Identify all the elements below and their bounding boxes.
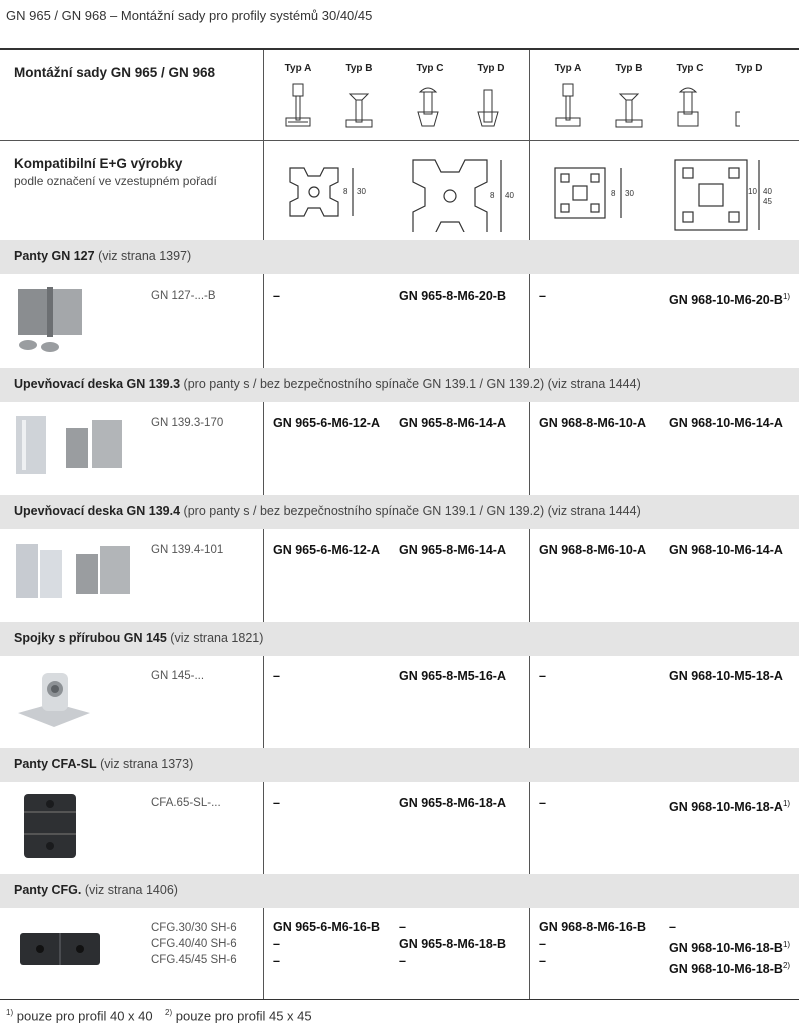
kit-code: GN 968-10-M6-18-B [669, 941, 783, 956]
kit-cell [669, 288, 790, 309]
section-note: (viz strana 1821) [166, 631, 264, 645]
typ-label: Typ D [477, 63, 505, 74]
dim-label: 8 [490, 191, 495, 200]
section-header [0, 874, 799, 908]
profile-sections-icon [285, 154, 785, 232]
typ-label: Typ C [676, 63, 704, 74]
kit-cell-list [399, 919, 506, 970]
product-code: CFG.30/30 SH-6 [151, 922, 237, 934]
hinge-black-icon [18, 790, 88, 864]
section-title: Panty CFG. [14, 883, 82, 897]
footnote-mark: 1) [782, 799, 791, 808]
section-header [0, 495, 799, 529]
kit-cell: GN 968-10-M6-14-A [669, 416, 783, 430]
typ-label: Typ B [615, 63, 643, 74]
table-title: Montážní sady GN 965 / GN 968 [14, 65, 216, 80]
product-code: GN 145-... [151, 670, 205, 682]
mounting-plate-icon [14, 536, 134, 606]
kit-cell: GN 968-8-M6-10-A [539, 416, 646, 430]
screw-types-icon [280, 82, 740, 134]
product-code: GN 139.3-170 [151, 417, 224, 429]
footnote-mark: 1) [782, 940, 791, 949]
section-header [0, 368, 799, 402]
kit-cell: GN 965-8-M6-14-A [399, 416, 506, 430]
hinge-flat-icon [18, 925, 104, 975]
dim-label: 30 [357, 187, 366, 196]
section-title: Panty CFA-SL [14, 757, 97, 771]
section-title: Upevňovací deska GN 139.3 [14, 377, 181, 391]
kit-cell: – [539, 669, 546, 683]
section-title: Panty GN 127 [14, 249, 95, 263]
compatibility-table [0, 48, 799, 1000]
section-header [0, 240, 799, 274]
kit-cell [669, 795, 790, 816]
page-title: GN 965 / GN 968 – Montážní sady pro profily systémů 30/40/45 [6, 8, 373, 23]
flange-connector-icon [14, 663, 94, 733]
kit-code: GN 968-10-M6-18-B [669, 962, 783, 977]
compat-title: Kompatibilní E+G výrobky [14, 156, 183, 171]
typ-label: Typ B [345, 63, 373, 74]
section-title: Upevňovací deska GN 139.4 [14, 504, 181, 518]
section-title: Spojky s přírubou GN 145 [14, 631, 167, 645]
hinge-metal-icon [14, 285, 94, 357]
footnote-text: pouze pro profil 40 x 40 [13, 1008, 153, 1024]
product-code-list [151, 920, 237, 968]
section-note: (viz strana 1373) [96, 757, 194, 771]
section-header [0, 622, 799, 656]
kit-code: – [669, 920, 676, 934]
section-note: (pro panty s / bez bezpečnostního spínače GN 139.1 / GN 139.2) (viz strana 1444) [180, 377, 641, 391]
kit-cell: GN 965-8-M5-16-A [399, 669, 506, 683]
kit-cell: – [273, 669, 280, 683]
dim-label: 10 [748, 187, 757, 196]
section-header [0, 748, 799, 782]
section-note: (pro panty s / bez bezpečnostního spínače GN 139.1 / GN 139.2) (viz strana 1444) [180, 504, 641, 518]
footnote-mark: 1) [782, 292, 791, 301]
kit-cell: – [273, 289, 280, 303]
mounting-plate-icon [14, 410, 134, 480]
footnote-mark: 2) [782, 961, 791, 971]
kit-cell: GN 965-6-M6-12-A [273, 543, 380, 557]
kit-code: – [539, 937, 546, 951]
footnote-mark: 2) [165, 1008, 173, 1017]
kit-cell: – [273, 796, 280, 810]
kit-cell: GN 965-6-M6-12-A [273, 416, 380, 430]
dim-label: 40 [505, 191, 514, 200]
kit-code: GN 968-10-M6-18-A [669, 800, 783, 815]
kit-cell-list [273, 919, 380, 970]
footnote-mark: 1) [6, 1008, 14, 1017]
product-code: GN 127-...-B [151, 290, 216, 302]
kit-code: – [273, 937, 280, 951]
kit-code: GN 965-6-M6-16-B [273, 920, 380, 934]
kit-code: GN 968-10-M6-20-B [669, 293, 783, 308]
kit-cell: GN 965-8-M6-18-A [399, 796, 506, 810]
kit-cell: GN 968-10-M6-14-A [669, 543, 783, 557]
footnote-text: pouze pro profil 45 x 45 [172, 1008, 312, 1024]
typ-label: Typ A [554, 63, 582, 74]
dim-label: 8 [611, 189, 616, 198]
product-code: CFG.40/40 SH-6 [151, 938, 237, 950]
product-code: GN 139.4-101 [151, 544, 224, 556]
kit-cell: GN 968-8-M6-10-A [539, 543, 646, 557]
kit-cell-list [539, 919, 646, 970]
row-divider [0, 140, 799, 141]
dim-label: 30 [625, 189, 634, 198]
kit-cell: GN 965-8-M6-20-B [399, 289, 506, 303]
section-note: (viz strana 1406) [81, 883, 178, 897]
kit-cell: – [539, 289, 546, 303]
product-code: CFG.45/45 SH-6 [151, 954, 237, 966]
typ-label: Typ C [416, 63, 444, 74]
kit-code: – [273, 954, 280, 968]
typ-label: Typ D [735, 63, 763, 74]
kit-cell: GN 965-8-M6-14-A [399, 543, 506, 557]
kit-cell-list [669, 919, 790, 978]
product-code: CFA.65-SL-... [151, 797, 221, 809]
kit-code: – [539, 954, 546, 968]
kit-code: GN 968-8-M6-16-B [539, 920, 646, 934]
footnote [165, 1008, 312, 1023]
compat-subtitle: podle označení ve vzestupném pořadí [14, 174, 217, 188]
kit-code: GN 965-8-M6-18-B [399, 937, 506, 951]
kit-cell: – [539, 796, 546, 810]
kit-cell: GN 968-10-M5-18-A [669, 669, 783, 683]
kit-code: – [399, 954, 406, 968]
typ-label: Typ A [284, 63, 312, 74]
footnote [6, 1008, 153, 1023]
section-note: (viz strana 1397) [94, 249, 192, 263]
kit-code: – [399, 920, 406, 934]
dim-label: 45 [763, 197, 772, 206]
dim-label: 8 [343, 187, 348, 196]
dim-label: 40 [763, 187, 772, 196]
